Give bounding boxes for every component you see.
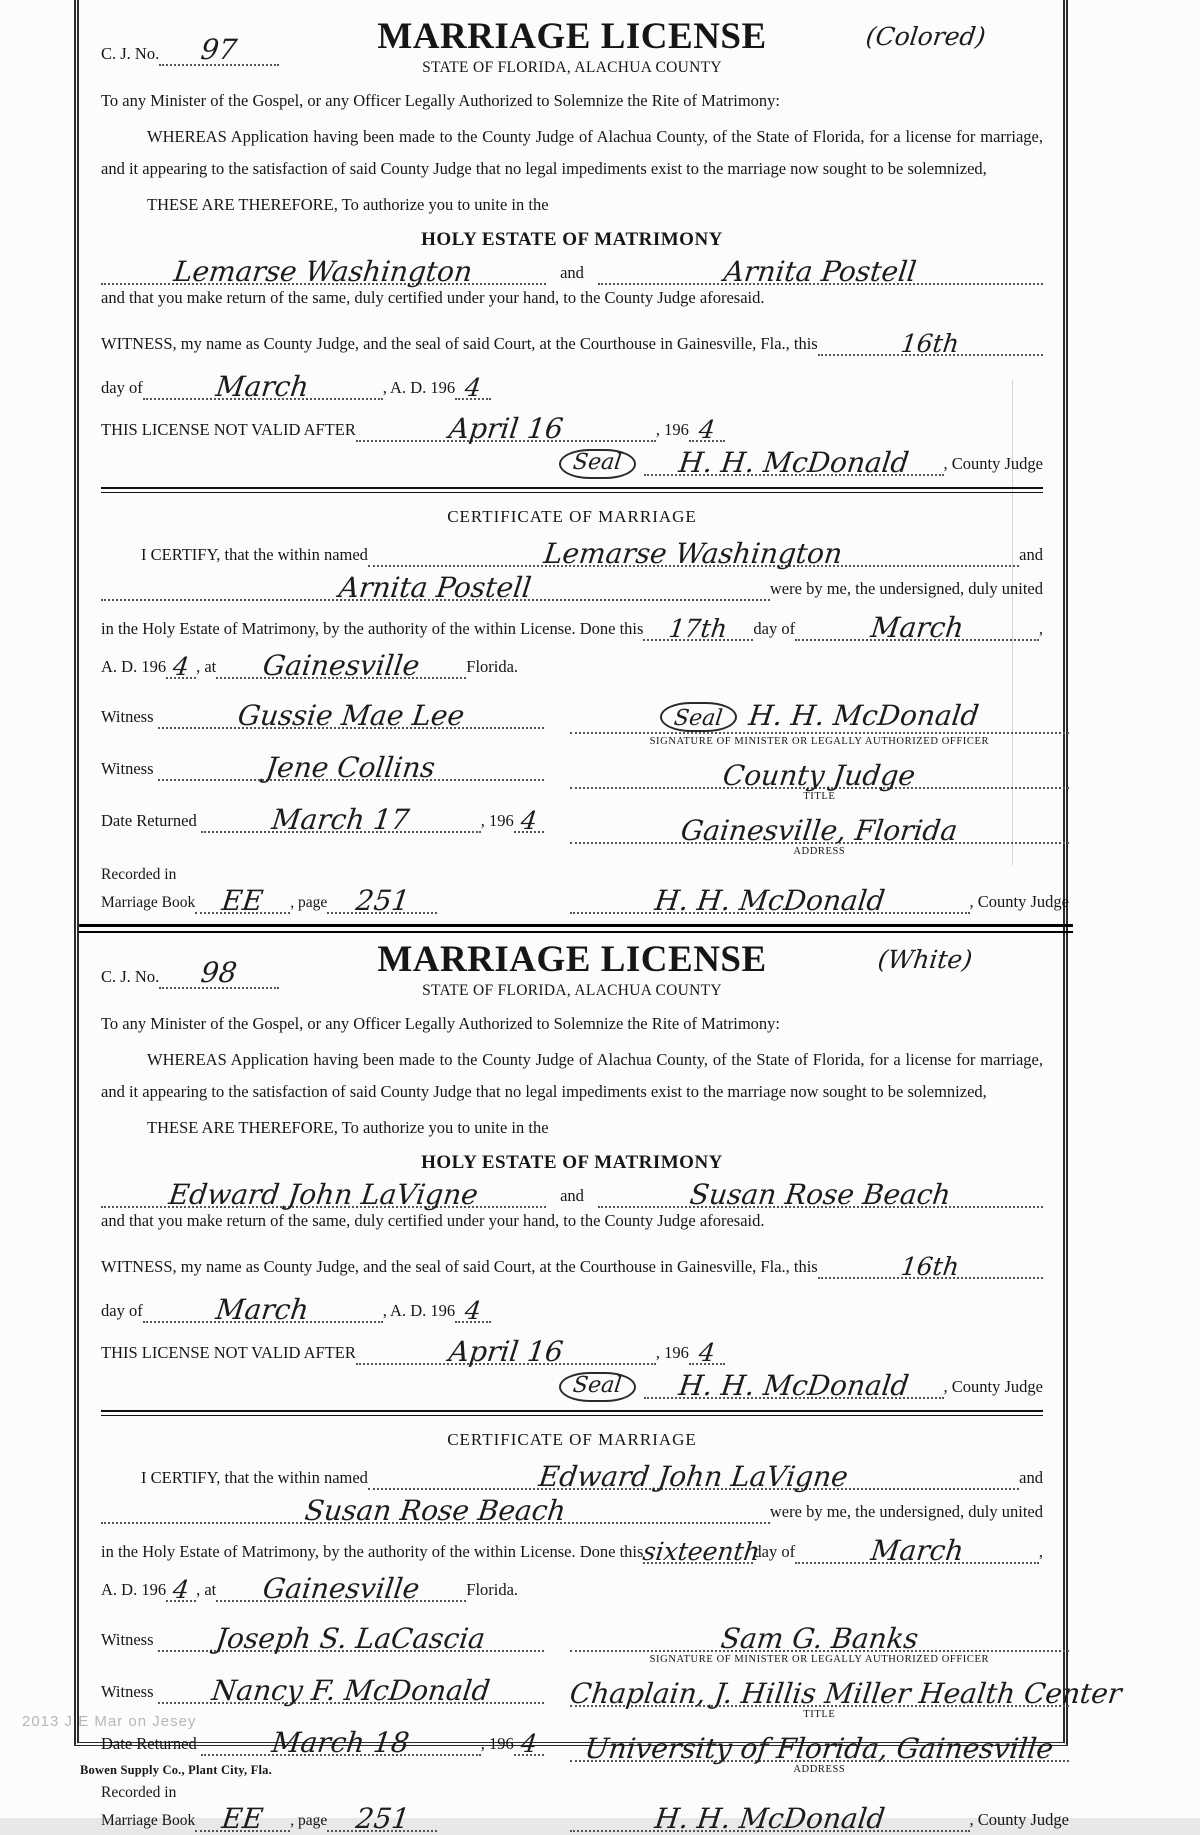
cert-bride-blank [101, 570, 770, 604]
ad-label: , A. D. 196 [382, 377, 456, 397]
witness-left-column [101, 1622, 544, 1775]
witness-month: March [214, 369, 312, 403]
not-valid-label: THIS LICENSE NOT VALID AFTER [101, 419, 356, 439]
cj-number-blank [159, 956, 279, 990]
recorded-left [101, 1783, 544, 1835]
book-blank [195, 1802, 290, 1835]
cert-bride-name: Arnita Postell [337, 570, 534, 604]
minister-title-line [570, 758, 1069, 792]
witness-right-column [567, 1622, 1124, 1776]
valid-after-blank [356, 411, 656, 445]
florida-label: Florida. [466, 1580, 519, 1600]
county-judge-label: , County Judge [943, 453, 1043, 473]
not-valid-row [101, 1335, 1043, 1369]
witness-year-digit: 4 [463, 372, 483, 402]
comma-196-label: , 196 [655, 419, 689, 439]
seal-stamp [559, 1372, 635, 1402]
recorded-signature-blank [570, 884, 970, 918]
book-value: EE [220, 884, 266, 918]
bride-name-blank [598, 254, 1043, 288]
year-digit-blank [455, 372, 491, 400]
judge-signature: H. H. McDonald [676, 1369, 911, 1403]
page-label: , page [290, 894, 328, 912]
seal-word: Seal [571, 1373, 624, 1399]
witness-day-row [101, 1251, 1043, 1282]
minister-signature-line [570, 699, 1069, 734]
day-of-label: day of [753, 1542, 796, 1562]
ad-label: , A. D. 196 [382, 1301, 456, 1321]
witness-month: March [214, 1293, 312, 1327]
date-returned-value: March 17 [270, 802, 412, 836]
florida-label: Florida. [466, 656, 519, 676]
witness-left-column [101, 699, 544, 857]
witness1-name: Gussie Mae Lee [235, 698, 466, 732]
valid-after-date: April 16 [446, 1335, 565, 1369]
recorded-signature: H. H. McDonald [652, 1802, 887, 1835]
whereas-paragraph: WHEREAS Application having been made to the County Judge of Alachua County, of the State of Florida, for a license for marriage, and it appearing to the satisfaction of said County Judge that no legal impediments exist to the marriage now sought to be solemnized, [101, 1050, 1043, 1102]
done-label: in the Holy Estate of Matrimony, by the authority of the within License. Done this [101, 1542, 644, 1562]
trailing-comma: , [1038, 618, 1043, 638]
bride-name: Susan Rose Beach [688, 1178, 953, 1212]
recorded-block [101, 865, 1069, 918]
done-year-blank [166, 651, 196, 679]
bride-name-blank [598, 1178, 1043, 1212]
recorded-signature-row [570, 1802, 1069, 1835]
day-of-label: day of [101, 377, 143, 397]
cert-bride-row [101, 1494, 1043, 1528]
and-word: and [1019, 544, 1043, 564]
day-of-row [101, 369, 1043, 403]
page-blank [327, 1802, 437, 1835]
done-year-digit: 4 [171, 1575, 191, 1605]
recorded-signature: H. H. McDonald [652, 884, 887, 918]
title-block [336, 941, 808, 1000]
returned-year-blank [514, 1728, 544, 1759]
race-annotation [808, 947, 1043, 973]
page-title: MARRIAGE LICENSE [377, 939, 767, 981]
returned-year-digit: 4 [519, 805, 539, 835]
title-block [336, 18, 808, 77]
valid-after-blank [356, 1335, 656, 1369]
cert-groom-blank [368, 1460, 1019, 1494]
minister-address-line [570, 1732, 1069, 1766]
bride-name: Arnita Postell [722, 254, 919, 288]
done-month-blank [795, 1534, 1039, 1568]
signature-caption: SIGNATURE OF MINISTER OR LEGALLY AUTHORIZED OFFICER [649, 1654, 990, 1666]
witness-right-column [570, 699, 1069, 857]
witness-day-blank [818, 328, 1043, 356]
cj-number-field [101, 956, 336, 990]
date-returned-label: Date Returned [101, 810, 197, 830]
digitization-watermark: 2013 J E Mar on Jesey [22, 1713, 197, 1730]
witness2-blank [158, 750, 544, 784]
groom-name-blank [101, 1178, 546, 1212]
holy-estate-heading: HOLY ESTATE OF MATRIMONY [421, 1152, 723, 1174]
year-digit-blank [455, 1295, 491, 1326]
day-of-row [101, 1293, 1043, 1327]
marriage-book-label: Marriage Book [101, 1812, 196, 1830]
minister-title-cell [570, 759, 1069, 802]
book-value: EE [220, 1802, 266, 1835]
minister-address: University of Florida, Gainesville [583, 1732, 1056, 1766]
minister-signature-cell [570, 699, 1069, 747]
done-year-blank [166, 1574, 196, 1605]
certify-row [101, 536, 1043, 570]
witness-day: 16th [899, 1252, 962, 1282]
seal-word: Seal [571, 449, 624, 475]
book-blank [195, 884, 290, 918]
recorded-in-label: Recorded in [101, 1784, 177, 1802]
section-divider [101, 1410, 1043, 1416]
witness-label: Witness [101, 1682, 154, 1702]
license-header [101, 941, 1043, 1000]
were-by-label: were by me, the undersigned, duly united [769, 1502, 1043, 1522]
page-blank [327, 884, 437, 918]
witness-block [101, 699, 1043, 857]
done-city: Gainesville [261, 1572, 422, 1606]
ad-label: A. D. 196 [101, 1580, 167, 1600]
witness-label: Witness [101, 1630, 154, 1650]
month-blank [143, 1293, 383, 1327]
witness2-row [101, 750, 544, 784]
judge-signature-blank [644, 445, 944, 479]
seal-stamp [559, 449, 635, 479]
cert-bride-row [101, 570, 1043, 604]
were-by-label: were by me, the undersigned, duly united [769, 578, 1043, 598]
done-day-blank [643, 613, 753, 641]
cj-number-field [101, 33, 336, 66]
witness-day-row [101, 328, 1043, 356]
cert-groom-blank [368, 536, 1019, 570]
cert-bride-blank [101, 1494, 770, 1528]
witness1-blank [158, 1622, 544, 1656]
cj-number-blank [159, 33, 279, 66]
not-valid-row [101, 411, 1043, 445]
return-clause: and that you make return of the same, duly certified under your hand, to the County Judge aforesaid. [101, 1211, 765, 1231]
date-returned-value: March 18 [270, 1726, 412, 1760]
marriage-book-label: Marriage Book [101, 894, 196, 912]
done-row [101, 1534, 1043, 1568]
recorded-in-label: Recorded in [101, 865, 177, 883]
county-judge-label: , County Judge [969, 1810, 1069, 1830]
race-annotation-text: (Colored) [863, 22, 988, 51]
therefore-line: THESE ARE THEREFORE, To authorize you to unite in the [147, 1118, 549, 1138]
printer-credit: Bowen Supply Co., Plant City, Fla. [80, 1763, 272, 1777]
marriage-license-98 [101, 939, 1124, 1835]
judge-signature-blank [644, 1369, 944, 1403]
address-caption: ADDRESS [793, 845, 846, 857]
witness1-row [101, 1622, 544, 1656]
marriage-book-row [101, 1802, 544, 1835]
judge-signature: H. H. McDonald [676, 445, 911, 479]
date-returned-row [101, 802, 544, 836]
witness2-blank [158, 1674, 544, 1708]
witness-day-blank [818, 1251, 1043, 1282]
county-judge-label: , County Judge [969, 892, 1069, 912]
done-month-blank [795, 610, 1039, 644]
done-year-digit: 4 [171, 651, 191, 681]
witness2-name: Jene Collins [264, 750, 438, 784]
witness-clause: WITNESS, my name as County Judge, and the seal of said Court, at the Courthouse in Gainesville, Fla., this [101, 1257, 818, 1277]
recorded-signature-blank [570, 1802, 970, 1835]
date-returned-blank [201, 802, 481, 836]
witness-clause: WITNESS, my name as County Judge, and the seal of said Court, at the Courthouse in Gainesville, Fla., this [101, 333, 818, 353]
cj-number-value: 98 [199, 956, 240, 990]
minister-signature-cell [570, 1622, 1069, 1665]
minister-signature: Sam G. Banks [718, 1622, 921, 1656]
done-city: Gainesville [261, 648, 422, 682]
marriage-book-row [101, 884, 544, 918]
seal-word: Seal [672, 705, 725, 731]
certify-row [101, 1460, 1043, 1494]
minister-signature: H. H. McDonald [746, 698, 981, 732]
page-subtitle: STATE OF FLORIDA, ALACHUA COUNTY [422, 58, 722, 76]
return-clause: and that you make return of the same, duly certified under your hand, to the County Judge aforesaid. [101, 287, 765, 307]
ad-city-row [101, 1572, 1043, 1606]
county-judge-label: , County Judge [943, 1377, 1043, 1397]
city-blank [216, 648, 466, 682]
day-of-label: day of [101, 1301, 143, 1321]
done-day: sixteenth [641, 1537, 762, 1567]
groom-name: Edward John LaVigne [167, 1178, 481, 1212]
done-row [101, 610, 1043, 644]
certify-label: I CERTIFY, that the within named [141, 544, 368, 564]
witness-block [101, 1622, 1124, 1776]
section-divider [101, 487, 1043, 493]
comma-196-label: , 196 [655, 1343, 689, 1363]
seal-stamp [660, 702, 736, 732]
license-divider [79, 924, 1073, 933]
done-label: in the Holy Estate of Matrimony, by the authority of the within License. Done this [101, 618, 644, 638]
certificate-heading: CERTIFICATE OF MARRIAGE [447, 506, 697, 526]
minister-address-cell [570, 814, 1069, 857]
cert-bride-name: Susan Rose Beach [303, 1494, 568, 1528]
at-label: , at [196, 656, 217, 676]
done-month: March [868, 610, 966, 644]
witness2-name: Nancy F. McDonald [209, 1674, 492, 1708]
race-annotation-text: (White) [876, 945, 975, 975]
witness-year-digit: 4 [463, 1296, 483, 1326]
at-label: , at [196, 1580, 217, 1600]
judge-seal-row [101, 446, 1043, 479]
valid-after-date: April 16 [446, 411, 565, 445]
valid-year-blank [689, 1337, 725, 1368]
witness-day: 16th [899, 328, 962, 358]
certificate-heading: CERTIFICATE OF MARRIAGE [447, 1430, 697, 1450]
witness-label: Witness [101, 706, 154, 726]
valid-year-digit: 4 [697, 414, 717, 444]
judge-seal-row [101, 1369, 1043, 1402]
and-word: and [1019, 1468, 1043, 1488]
names-row [101, 254, 1043, 288]
page-label: , page [290, 1812, 328, 1830]
witness1-blank [158, 698, 544, 732]
minister-address-cell [570, 1732, 1069, 1775]
page-title: MARRIAGE LICENSE [377, 16, 767, 57]
minister-address-line [570, 813, 1069, 847]
names-row [101, 1178, 1043, 1212]
cert-groom-name: Lemarse Washington [542, 536, 845, 570]
and-word: and [560, 262, 584, 282]
minister-title-cell [567, 1677, 1124, 1721]
license-header [101, 18, 1043, 77]
witness-label: Witness [101, 758, 154, 778]
recorded-block [101, 1783, 1069, 1835]
groom-name: Lemarse Washington [172, 254, 475, 288]
done-day-blank [641, 1536, 762, 1567]
city-blank [216, 1572, 466, 1606]
date-returned-row [101, 1726, 544, 1760]
returned-year-blank [514, 805, 544, 833]
recorded-left [101, 865, 544, 918]
salutation-line: To any Minister of the Gospel, or any Officer Legally Authorized to Solemnize the Rite of Matrimony: [101, 90, 781, 110]
done-day: 17th [667, 613, 730, 643]
holy-estate-heading: HOLY ESTATE OF MATRIMONY [421, 228, 723, 250]
race-annotation [808, 24, 1043, 50]
ad-label: A. D. 196 [101, 656, 167, 676]
certify-label: I CERTIFY, that the within named [141, 1468, 368, 1488]
whereas-paragraph: WHEREAS Application having been made to the County Judge of Alachua County, of the State of Florida, for a license for marriage, and it appearing to the satisfaction of said County Judge that no legal impediments exist to the marriage now sought to be solemnized, [101, 126, 1043, 178]
therefore-line: THESE ARE THEREFORE, To authorize you to unite in the [147, 194, 549, 214]
trailing-comma: , [1038, 1542, 1043, 1562]
page-value: 251 [353, 884, 412, 918]
comma-196-label: , 196 [480, 810, 514, 830]
recorded-signature-row [570, 884, 1069, 918]
cert-groom-name: Edward John LaVigne [537, 1460, 851, 1494]
page-subtitle: STATE OF FLORIDA, ALACHUA COUNTY [422, 982, 722, 1000]
minister-title-line [567, 1677, 1124, 1711]
returned-year-digit: 4 [519, 1729, 539, 1759]
page-value: 251 [353, 1802, 412, 1835]
minister-signature-line [570, 1622, 1069, 1656]
salutation-line: To any Minister of the Gospel, or any Officer Legally Authorized to Solemnize the Rite of Matrimony: [101, 1014, 781, 1034]
minister-title: County Judge [721, 758, 918, 792]
minister-title: Chaplain, J. Hillis Miller Health Center [567, 1677, 1124, 1711]
not-valid-label: THIS LICENSE NOT VALID AFTER [101, 1343, 356, 1363]
witness1-row [101, 698, 544, 732]
date-returned-blank [201, 1726, 481, 1760]
month-blank [143, 369, 383, 403]
ad-city-row [101, 648, 1043, 682]
day-of-label: day of [753, 618, 796, 638]
valid-year-digit: 4 [697, 1338, 717, 1368]
witness2-row [101, 1674, 544, 1708]
cj-label: C. J. No. [101, 967, 160, 987]
valid-year-blank [689, 414, 725, 442]
groom-name-blank [101, 254, 546, 288]
minister-address: Gainesville, Florida [679, 813, 960, 847]
done-month: March [868, 1534, 966, 1568]
marriage-license-97 [101, 16, 1069, 918]
cj-label: C. J. No. [101, 44, 160, 63]
title-caption: TITLE [803, 790, 836, 802]
comma-196-label: , 196 [480, 1734, 514, 1754]
signature-caption: SIGNATURE OF MINISTER OR LEGALLY AUTHORIZED OFFICER [649, 735, 990, 747]
address-caption: ADDRESS [793, 1764, 846, 1776]
witness1-name: Joseph S. LaCascia [214, 1622, 488, 1656]
date-returned-label: Date Returned [101, 1734, 197, 1754]
title-caption: TITLE [803, 1709, 836, 1721]
cj-number-value: 97 [199, 33, 240, 66]
and-word: and [560, 1186, 584, 1206]
